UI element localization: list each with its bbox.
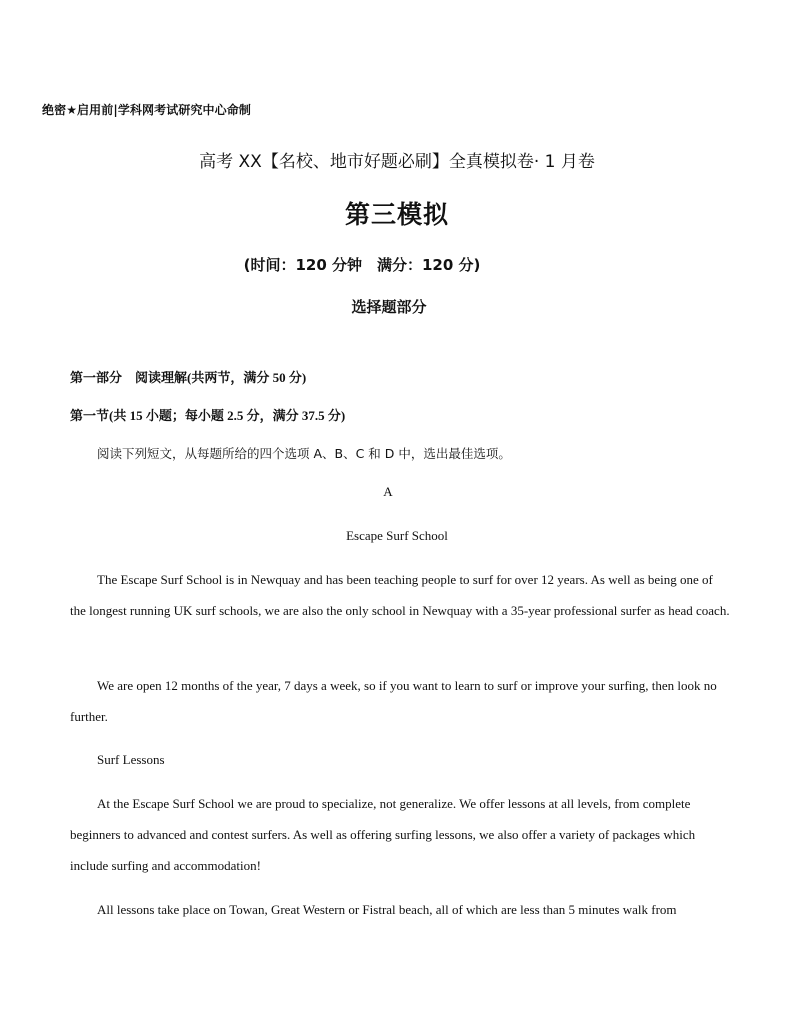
time-and-score-info: (时间：120 分钟 满分：120 分) — [243, 256, 481, 274]
passage-title: Escape Surf School — [346, 528, 448, 543]
exam-title: 高考 XX【名校、地市好题必刷】全真模拟卷· 1 月卷 — [199, 152, 595, 172]
passage-paragraph: All lessons take place on Towan, Great Western or Fistral beach, all of which are less than 5 minutes walk from — [97, 902, 677, 917]
sub-heading: 第一节(共 15 小题；每小题 2.5 分，满分 37.5 分) — [70, 408, 346, 423]
passage-paragraph: We are open 12 months of the year, 7 days a week, so if you want to learn to surf or improve your surfing, then look no further. — [70, 678, 717, 724]
passage-subheading: Surf Lessons — [97, 752, 165, 767]
reading-instruction: 阅读下列短文，从每题所给的四个选项 A、B、C 和 D 中，选出最佳选项。 — [97, 446, 511, 461]
passage-label: A — [383, 484, 393, 499]
part-heading: 第一部分 阅读理解(共两节，满分 50 分) — [70, 370, 307, 385]
passage-paragraph: The Escape Surf School is in Newquay and has been teaching people to surf for over 12 years. As well as being one of the longest running UK surf schools, we are also the only school in Newquay with a 35-year professional surfer as head coach. — [70, 572, 730, 618]
confidential-header-note: 绝密★启用前|学科网考试研究中心命制 — [42, 103, 251, 117]
passage-paragraph: At the Escape Surf School we are proud to specialize, not generalize. We offer lessons at all levels, from complete beginners to advanced and contest surfers. As well as offering surfing lessons, we also offer a variety of packages which include surfing and accommodation! — [70, 796, 696, 873]
mock-title: 第三模拟 — [344, 200, 449, 229]
section-title: 选择题部分 — [351, 298, 427, 316]
